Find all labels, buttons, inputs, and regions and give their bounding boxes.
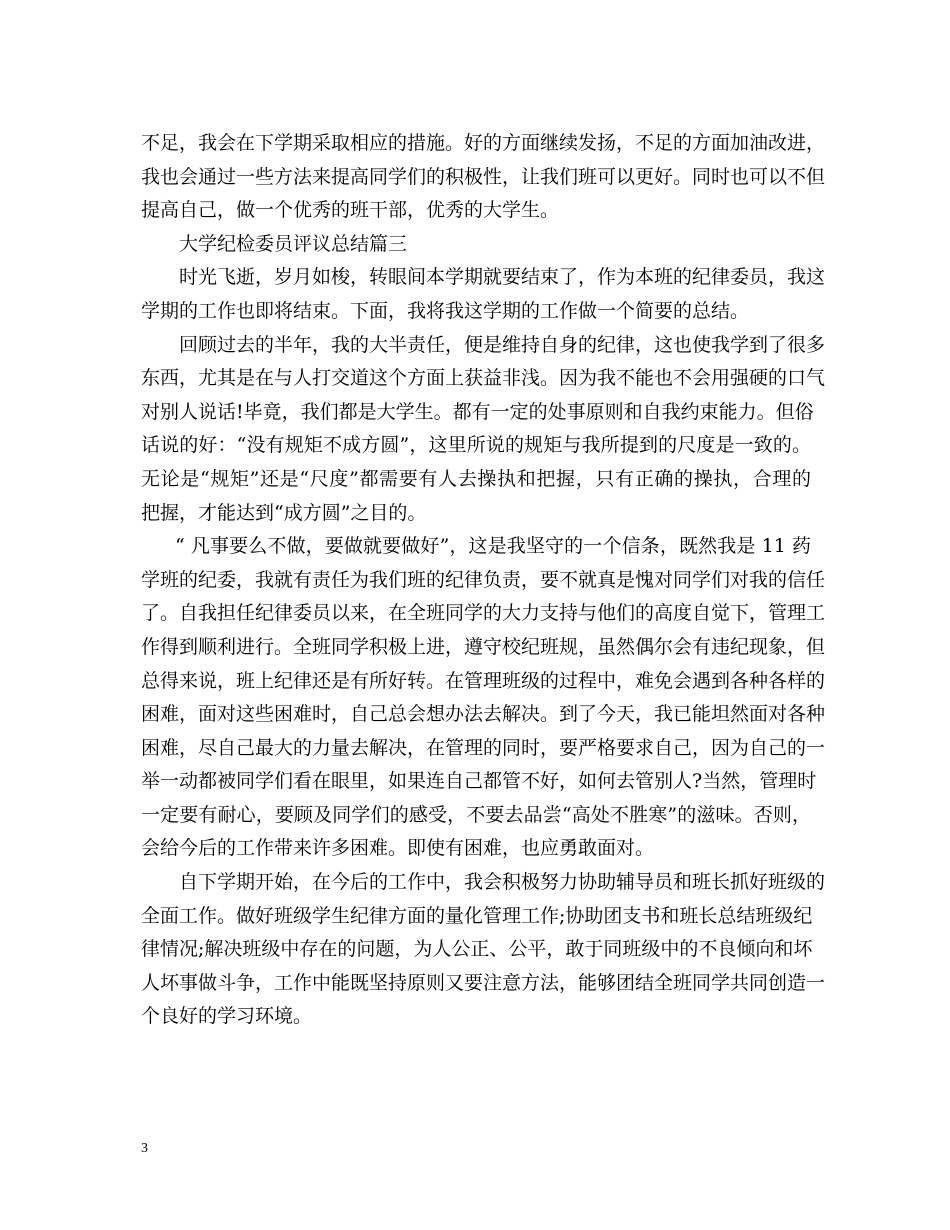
text-line: 学班的纪委，我就有责任为我们班的纪律负责，要不就真是愧对同学们对我的信任 (141, 568, 826, 591)
text-line: “ 凡事要么不做，要做就要做好”，这是我坚守的一个信条，既然我是 11 药 (175, 535, 811, 558)
text-line: 困难，尽自己最大的力量去解决，在管理的同时，要严格要求自己，因为自己的一 (141, 736, 826, 759)
text-line: 话说的好：“没有规矩不成方圆”，这里所说的规矩与我所提到的尺度是一致的。 (141, 434, 811, 457)
text-line: 举一动都被同学们看在眼里，如果连自己都管不好，如何去管别人?当然，管理时 (141, 770, 817, 793)
text-line: 把握，才能达到“成方圆”之目的。 (141, 501, 427, 524)
document-body (141, 127, 826, 1034)
text-line: 回顾过去的半年，我的大半责任，便是维持自身的纪律，这也使我学到了很多 (179, 333, 826, 356)
page-number: 3 (141, 1141, 148, 1156)
text-line: 无论是“规矩”还是“尺度”都需要有人去操执和把握，只有正确的操执，合理的 (141, 467, 811, 490)
text-line: 对别人说话!毕竟，我们都是大学生。都有一定的处事原则和自我约束能力。但俗 (141, 400, 814, 423)
text-line: 困难，面对这些困难时，自己总会想办法去解决。到了今天，我已能坦然面对各种 (141, 703, 826, 726)
text-line: 提高自己，做一个优秀的班干部，优秀的大学生。 (141, 199, 560, 222)
text-line: 我也会通过一些方法来提高同学们的积极性，让我们班可以更好。同时也可以不但 (141, 165, 826, 188)
text-line: 东西，尤其是在与人打交道这个方面上获益非浅。因为我不能也不会用强硬的口气 (141, 367, 826, 390)
text-line: 总得来说，班上纪律还是有所好转。在管理班级的过程中，难免会遇到各种各样的 (141, 669, 826, 692)
text-line: 一定要有耐心，要顾及同学们的感受，不要去品尝“高处不胜寒”的滋味。否则， (141, 803, 811, 826)
text-line: 不足，我会在下学期采取相应的措施。好的方面继续发扬，不足的方面加油改进， (141, 132, 826, 154)
text-line: 时光飞逝，岁月如梭，转眼间本学期就要结束了，作为本班的纪律委员，我这 (179, 266, 826, 289)
text-line: 自下学期开始，在今后的工作中，我会积极努力协助辅导员和班长抓好班级的 (179, 871, 826, 894)
text-line: 学期的工作也即将结束。下面，我将我这学期的工作做一个简要的总结。 (141, 299, 750, 322)
text-line: 了。自我担任纪律委员以来，在全班同学的大力支持与他们的高度自觉下，管理工 (141, 602, 826, 625)
text-line: 个良好的学习环境。 (141, 1005, 313, 1028)
text-line: 人坏事做斗争，工作中能既坚持原则又要注意方法，能够团结全班同学共同创造一 (141, 971, 826, 994)
text-line: 律情况;解决班级中存在的问题，为人公正、公平，敢于同班级中的不良倾向和坏 (141, 938, 813, 961)
text-line: 会给今后的工作带来许多困难。即使有困难，也应勇敢面对。 (141, 837, 655, 860)
text-line: 全面工作。做好班级学生纪律方面的量化管理工作;协助团支书和班长总结班级纪 (141, 904, 813, 927)
text-line: 作得到顺利进行。全班同学积极上进，遵守校纪班规，虽然偶尔会有违纪现象，但 (141, 635, 826, 658)
section-heading: 大学纪检委员评议总结篇三 (179, 232, 408, 255)
